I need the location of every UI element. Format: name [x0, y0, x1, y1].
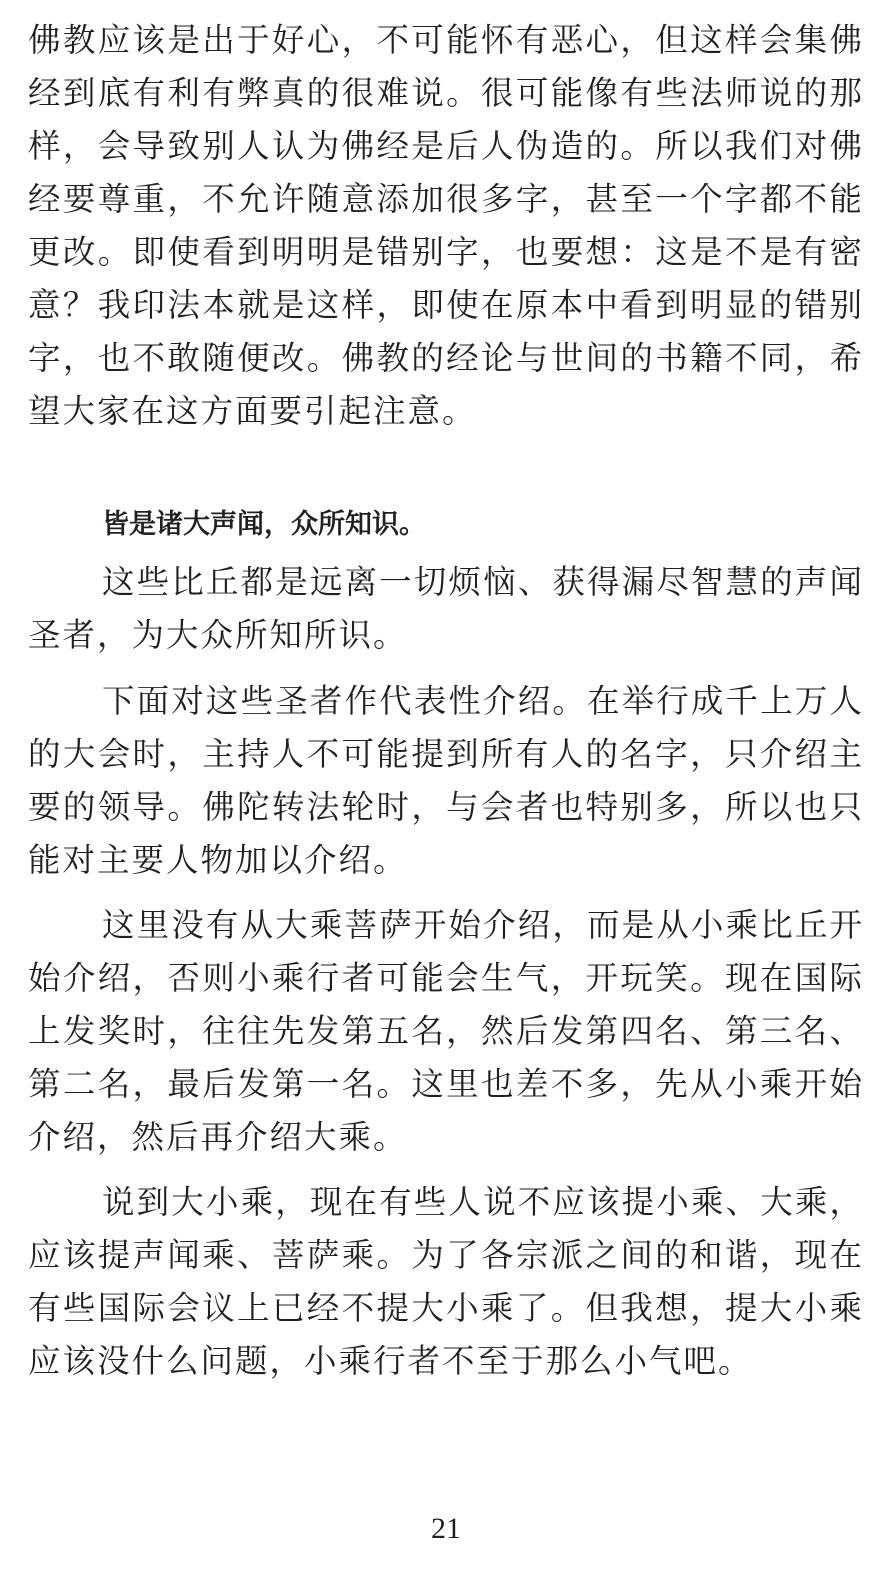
paragraph-continuation: 佛教应该是出于好心，不可能怀有恶心，但这样会集佛经到底有利有弊真的很难说。很可能像有些法师说的那样，会导致别人认为佛经是后人伪造的。所以我们对佛经要尊重，不允许随意添加很多字，甚至一个字都不能更改。即使看到明明是错别字，也要想：这是不是有密意？我印法本就是这样，即使在原本中看到明显的错别字，也不敢随便改。佛教的经论与世间的书籍不同，希望大家在这方面要引起注意。 — [28, 21, 864, 430]
paragraph-commentary-1: 这些比丘都是远离一切烦恼、获得漏尽智慧的声闻圣者，为大众所知所识。 — [28, 563, 864, 654]
paragraph-commentary-2: 下面对这些圣者作代表性介绍。在举行成千上万人的大会时，主持人不可能提到所有人的名字，只介绍主要的领导。佛陀转法轮时，与会者也特别多，所以也只能对主要人物加以介绍。 — [28, 682, 864, 879]
sutra-quote: 皆是诸大声闻，众所知识。 — [102, 509, 426, 540]
paragraph-commentary-3: 这里没有从大乘菩萨开始介绍，而是从小乘比丘开始介绍，否则小乘行者可能会生气，开玩笑。现在国际上发奖时，往往先发第五名，然后发第四名、第三名、第二名，最后发第一名。这里也差不多，先从小乘开始介绍，然后再介绍大乘。 — [28, 906, 864, 1156]
paragraph-commentary-4: 说到大小乘，现在有些人说不应该提小乘、大乘，应该提声闻乘、菩萨乘。为了各宗派之间的和谐，现在有些国际会议上已经不提大小乘了。但我想，提大小乘应该没什么问题，小乘行者不至于那么小气吧。 — [28, 1183, 864, 1380]
page-number: 21 — [431, 1512, 461, 1545]
